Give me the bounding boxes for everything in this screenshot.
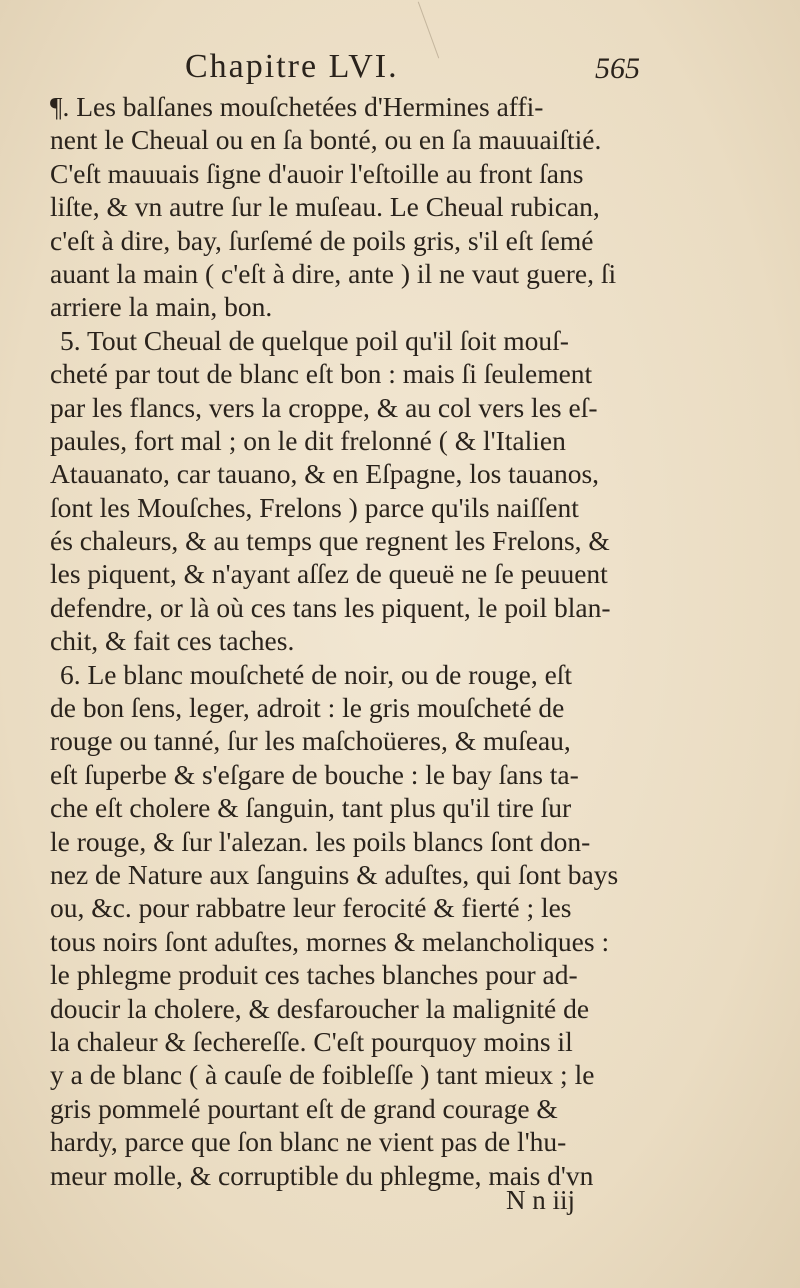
text-line: ¶. Les balſanes mouſchetées d'Hermines affi- [50,91,544,122]
text-line: és chaleurs, & au temps que regnent les Frelons, & [50,525,610,557]
text-line: le rouge, & ſur l'alezan. les poils blancs ſont don- [50,825,591,857]
page-number: 565 [595,52,640,85]
text-line: liſte, & vn autre ſur le muſeau. Le Cheual rubican, [50,191,600,223]
body-text [50,90,765,1192]
text-line: hardy, parce que ſon blanc ne vient pas de l'hu- [50,1126,567,1158]
text-line: doucir la cholere, & desfaroucher la malignité de [50,992,590,1024]
text-line: gris pommelé pourtant eſt de grand courage & [50,1092,558,1124]
text-line: meur molle, & corruptible du phlegme, mais d'vn [50,1159,594,1191]
text-line: cheté par tout de blanc eſt bon : mais ſi ſeulement [50,358,593,390]
signature-mark: N n iij [506,1185,576,1215]
text-line: eſt ſuperbe & s'eſgare de bouche : le bay ſans ta- [50,758,579,790]
text-line: le phlegme produit ces taches blanches pour ad- [50,959,578,991]
text-line: arriere la main, bon. [50,291,273,323]
text-line: auant la main ( c'eſt à dire, ante ) il ne vaut guere, ſi [50,257,617,289]
text-line: c'eſt à dire, bay, ſurſemé de poils gris, s'il eſt ſemé [50,224,594,256]
text-line: chit, & fait ces taches. [50,625,295,657]
text-line: les piquent, & n'ayant aſſez de queuë ne ſe peuuent [50,558,608,590]
text-line: defendre, or là où ces tans les piquent, le poil blan- [50,591,611,623]
text-line: che eſt cholere & ſanguin, tant plus qu'il tire ſur [50,792,572,824]
text-line: rouge ou tanné, ſur les maſchoüeres, & muſeau, [50,725,571,757]
text-line: par les flancs, vers la croppe, & au col vers les eſ- [50,391,598,423]
text-line: nent le Cheual ou en ſa bonté, ou en ſa mauuaiſtié. [50,124,602,156]
text-line: de bon ſens, leger, adroit : le gris mouſcheté de [50,692,565,724]
text-line: 5. Tout Cheual de quelque poil qu'il ſoit mouſ- [60,324,569,356]
text-line: 6. Le blanc mouſcheté de noir, ou de rouge, eſt [60,658,573,690]
text-line: C'eſt mauuais ſigne d'auoir l'eſtoille au front ſans [50,157,584,189]
text-line: ou, &c. pour rabbatre leur ferocité & fierté ; les [50,892,572,924]
text-line: tous noirs ſont aduſtes, mornes & melancholiques : [50,925,610,957]
chapter-heading: Chapitre LVI. [185,48,399,85]
text-line: ſont les Mouſches, Frelons ) parce qu'ils naiſſent [50,491,579,523]
text-line: y a de blanc ( à cauſe de foibleſſe ) tant mieux ; le [50,1059,595,1091]
text-line: nez de Nature aux ſanguins & aduſtes, qui ſont bays [50,858,619,890]
text-line: paules, fort mal ; on le dit frelonné ( & l'Italien [50,424,566,456]
text-line: Atauanato, car tauano, & en Eſpagne, los tauanos, [50,458,600,490]
text-line: la chaleur & ſechereſſe. C'eſt pourquoy moins il [50,1025,573,1057]
